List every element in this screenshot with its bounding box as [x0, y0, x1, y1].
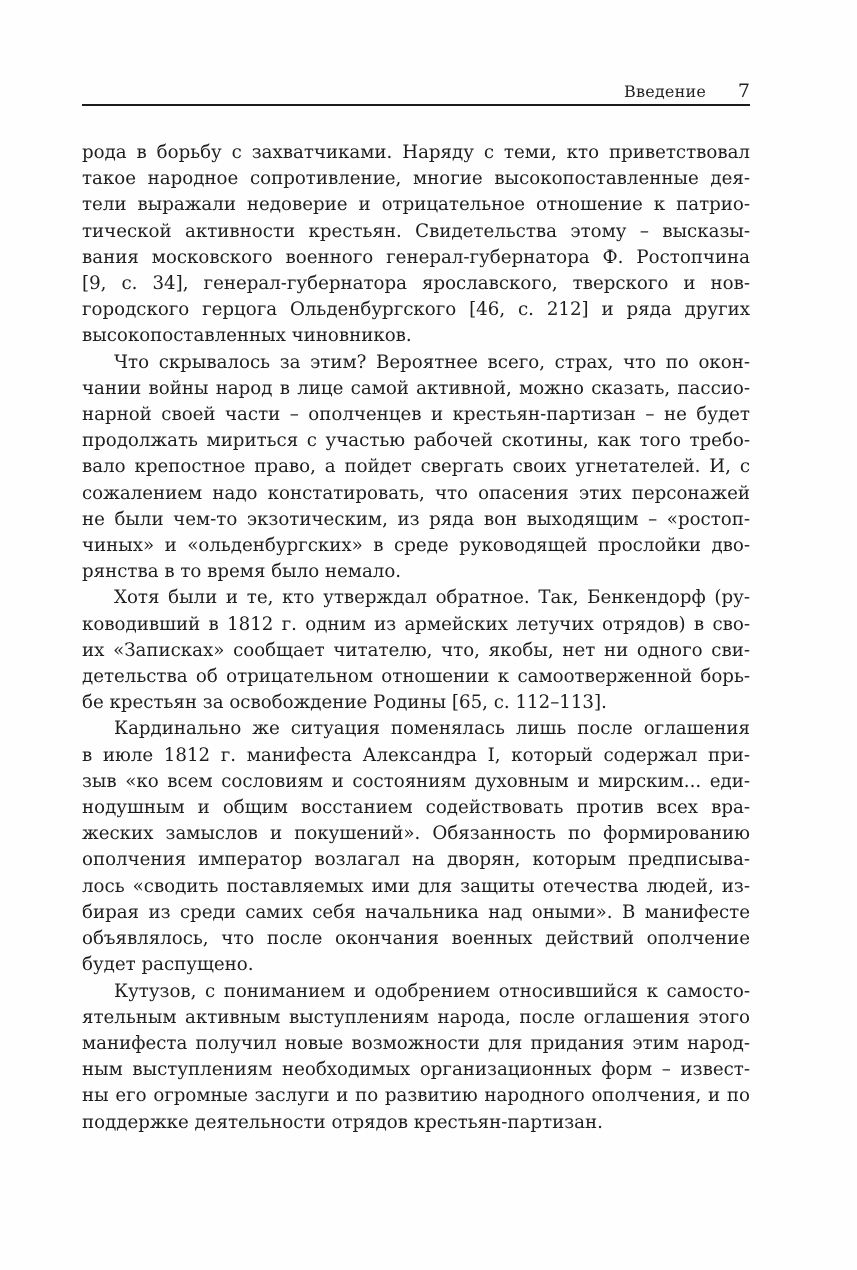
text-line: жеских замыслов и покушений». Обязанность по формированию: [82, 823, 750, 845]
text-line: детельства об отрицательном отношении к самоотверженной борь-: [82, 666, 750, 688]
text-line: такое народное сопротивление, многие высокопоставленные дея-: [82, 168, 750, 190]
text-line: рода в борьбу с захватчиками. Наряду с теми, кто приветствовал: [82, 142, 750, 163]
text-line: бирая из среди самих себя начальника над оными». В манифесте: [82, 901, 750, 923]
text-line: Что скрывалось за этим? Вероятнее всего, страх, что по окон-: [114, 351, 750, 373]
text-line: рянства в то время было немало.: [82, 561, 402, 583]
text-line: нодушным и общим восстанием содействовать против всех вра-: [82, 797, 750, 819]
section-title: Введение: [624, 82, 706, 101]
text-line: тели выражали недоверие и отрицательное отношение к патрио-: [82, 194, 750, 216]
text-line: Кардинально же ситуация поменялась лишь после оглашения: [114, 718, 750, 740]
text-line: вало крепостное право, а пойдет свергать своих угнетателей. И, с: [82, 456, 750, 478]
text-line: ятельным активным выступлениям народа, после оглашения этого: [82, 1006, 750, 1028]
text-line: будет распущено.: [82, 954, 254, 976]
text-line: городского герцога Ольденбургского [46, с. 212] и ряда других: [82, 299, 750, 321]
text-line: поддержке деятельности отрядов крестьян-партизан.: [82, 1111, 603, 1133]
text-line: тической активности крестьян. Свидетельства этому – высказы-: [82, 220, 750, 242]
text-line: объявлялось, что после окончания военных действий ополчение: [82, 928, 750, 950]
text-line: продолжать мириться с участью рабочей скотины, как того требо-: [82, 430, 750, 452]
text-line: лось «сводить поставляемых ими для защиты отечества людей, из-: [82, 875, 750, 897]
text-line: манифеста получил новые возможности для придания этим народ-: [82, 1032, 750, 1054]
text-line: ководивший в 1812 г. одним из армейских летучих отрядов) в сво-: [82, 613, 750, 635]
text-line: в июле 1812 г. манифеста Александра I, который содержал при-: [82, 744, 750, 766]
running-header: [82, 80, 750, 106]
paragraph-2: [82, 350, 750, 586]
text-line: ополчения император возлагал на дворян, которым предписыва-: [82, 849, 750, 871]
text-line: их «Записках» сообщает читателю, что, якобы, нет ни одного сви-: [82, 639, 750, 661]
text-line: нарной своей части – ополченцев и крестьян-партизан – не будет: [82, 404, 750, 426]
text-line: чании войны народ в лице самой активной, можно сказать, пассио-: [82, 377, 750, 399]
page-number: 7: [737, 80, 750, 102]
text-line: вания московского военного генерал-губернатора Ф. Ростопчина: [82, 246, 750, 268]
text-line: зыв «ко всем сословиям и состояниям духовным и мирским... еди-: [82, 770, 750, 792]
text-line: высокопоставленных чиновников.: [82, 325, 412, 347]
text-line: чиных» и «ольденбургских» в среде руководящей прослойки дво-: [82, 535, 750, 557]
text-line: ны его огромные заслуги и по развитию народного ополчения, и по: [82, 1085, 750, 1107]
paragraph-1: [82, 140, 750, 350]
paragraph-4: [82, 716, 750, 978]
paragraph-5: [82, 979, 750, 1136]
text-line: Хотя были и те, кто утверждал обратное. Так, Бенкендорф (ру-: [114, 587, 750, 609]
text-line: Кутузов, с пониманием и одобрением относившийся к самосто-: [114, 980, 750, 1002]
paragraph-3: [82, 585, 750, 716]
text-line: [9, с. 34], генерал-губернатора ярославского, тверского и нов-: [82, 273, 750, 295]
text-line: бе крестьян за освобождение Родины [65, с. 112–113].: [82, 692, 607, 714]
text-line: сожалением надо констатировать, что опасения этих персонажей: [82, 482, 750, 504]
text-line: ным выступлениям необходимых организационных форм – извест-: [82, 1059, 750, 1081]
main-text: [82, 140, 750, 1136]
text-line: не были чем-то экзотическим, из ряда вон выходящим – «ростоп-: [82, 508, 750, 530]
